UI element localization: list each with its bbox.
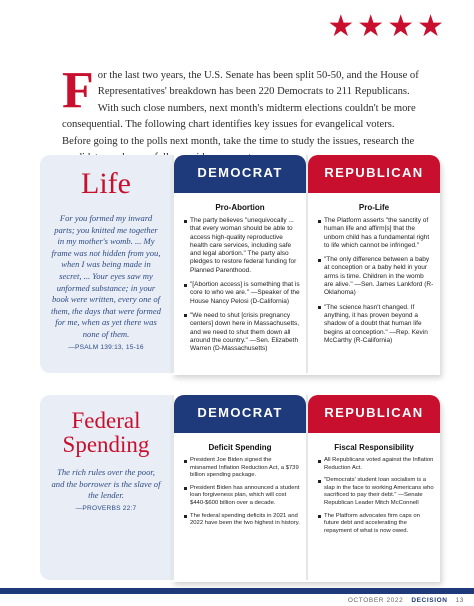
footer-bar [0,588,474,594]
scripture-reference: —PROVERBS 22:7 [75,504,137,512]
spending-section [40,395,440,580]
list-item: "The science hasn't changed. If anything, it has proven beyond a shadow of a doubt that human life begins at conception." —Rep. Kevin McCarthy (R-California) [318,304,434,345]
republican-header: REPUBLICAN [308,155,440,193]
democrat-column [172,395,306,580]
republican-column [306,155,440,373]
position-subtitle: Pro-Life [358,203,390,212]
magazine-brand: DECISION [411,597,448,604]
list-item: "The only difference between a baby at conception or a baby held in your arms is time. Children in the womb are alive." —Sen. James Lankford (R-Oklahoma) [318,256,434,297]
list-item: "[Abortion access] is something that is core to who we are." —Speaker of the House Nancy Pelosi (D-California) [184,281,300,306]
list-item: President Biden has announced a student loan forgiveness plan, which will cost $440-$600 billion over a decade. [184,485,300,508]
intro-text: or the last two years, the U.S. Senate has been split 50-50, and the House of Representatives' breakdown has been 220 Democrats to 211 Republicans. With such close numbers, next month's midterm elections couldn't be more consequential. The following chart identifies key issues for evangelical voters. Before going to the polls next month, take the time to study the issues, research the [62,70,419,147]
star-icon: ★ [357,9,385,44]
section-title: Life [81,167,131,200]
position-list [174,217,306,353]
page-footer [348,597,464,604]
section-title: Federal Spending [62,408,150,457]
democrat-header: DEMOCRAT [174,155,306,193]
list-item: The federal spending deficits in 2021 and 2022 have been the two highest in history. [184,513,300,528]
scripture-verse: The rich rules over the poor, and the borrower is the slave of the lender. [51,467,161,501]
star-icon: ★ [417,9,444,44]
page-number: 13 [455,597,464,604]
democrat-column [172,155,306,373]
intro-paragraph [62,62,422,166]
scripture-reference: —PSALM 139:13, 15-16 [68,343,144,351]
position-list [308,217,440,345]
democrat-header: DEMOCRAT [174,395,306,433]
life-section [40,155,440,373]
scripture-verse: For you formed my inward parts; you knitted me together in my mother's womb. ... My frame was not hidden from you, when I was being made in secret, ... Your eyes saw my unformed substance; in your book were written, every one of them, the days that were formed for me, when as yet there was none of them. [51,213,161,339]
position-list [174,457,306,528]
issue-date: OCTOBER 2022 [347,597,404,604]
position-subtitle: Fiscal Responsibility [334,443,414,452]
list-item: "We need to shut [crisis pregnancy centers] down here in Massachusetts, and we need to shut them down all around the country." —Sen. Elizabeth Warren (D-Massachusetts) [184,312,300,353]
list-item: The Platform asserts "the sanctity of human life and affirm[s] that the unborn child has a fundamental right to life which cannot be infringed." [318,217,434,250]
list-item: The Platform advocates firm caps on future debt and accelerating the repayment of what is now owed. [318,513,434,536]
star-icon: ★ [387,9,415,44]
spending-scripture-card [40,395,172,580]
life-scripture-card [40,155,172,373]
list-item: All Republicans voted against the Inflation Reduction Act. [318,457,434,472]
star-rating [327,9,444,44]
position-list [308,457,440,535]
list-item: The party believes "unequivocally ... that every woman should be able to access high-quality reproductive health care services, including safe and legal abortion." The party also pledges to restore federal funding for Planned Parenthood. [184,217,300,275]
list-item: "Democrats' student loan socialism is a slap in the face to working Americans who sacrificed to pay their debt." —Senate Republican Leader Mitch McConnell [318,477,434,507]
republican-header: REPUBLICAN [308,395,440,433]
position-subtitle: Pro-Abortion [215,203,265,212]
drop-cap: F [62,62,94,119]
republican-column [306,395,440,580]
list-item: President Joe Biden signed the misnamed Inflation Reduction Act, a $739 billion spending package. [184,457,300,480]
position-subtitle: Deficit Spending [208,443,272,452]
star-icon: ★ [327,9,355,44]
